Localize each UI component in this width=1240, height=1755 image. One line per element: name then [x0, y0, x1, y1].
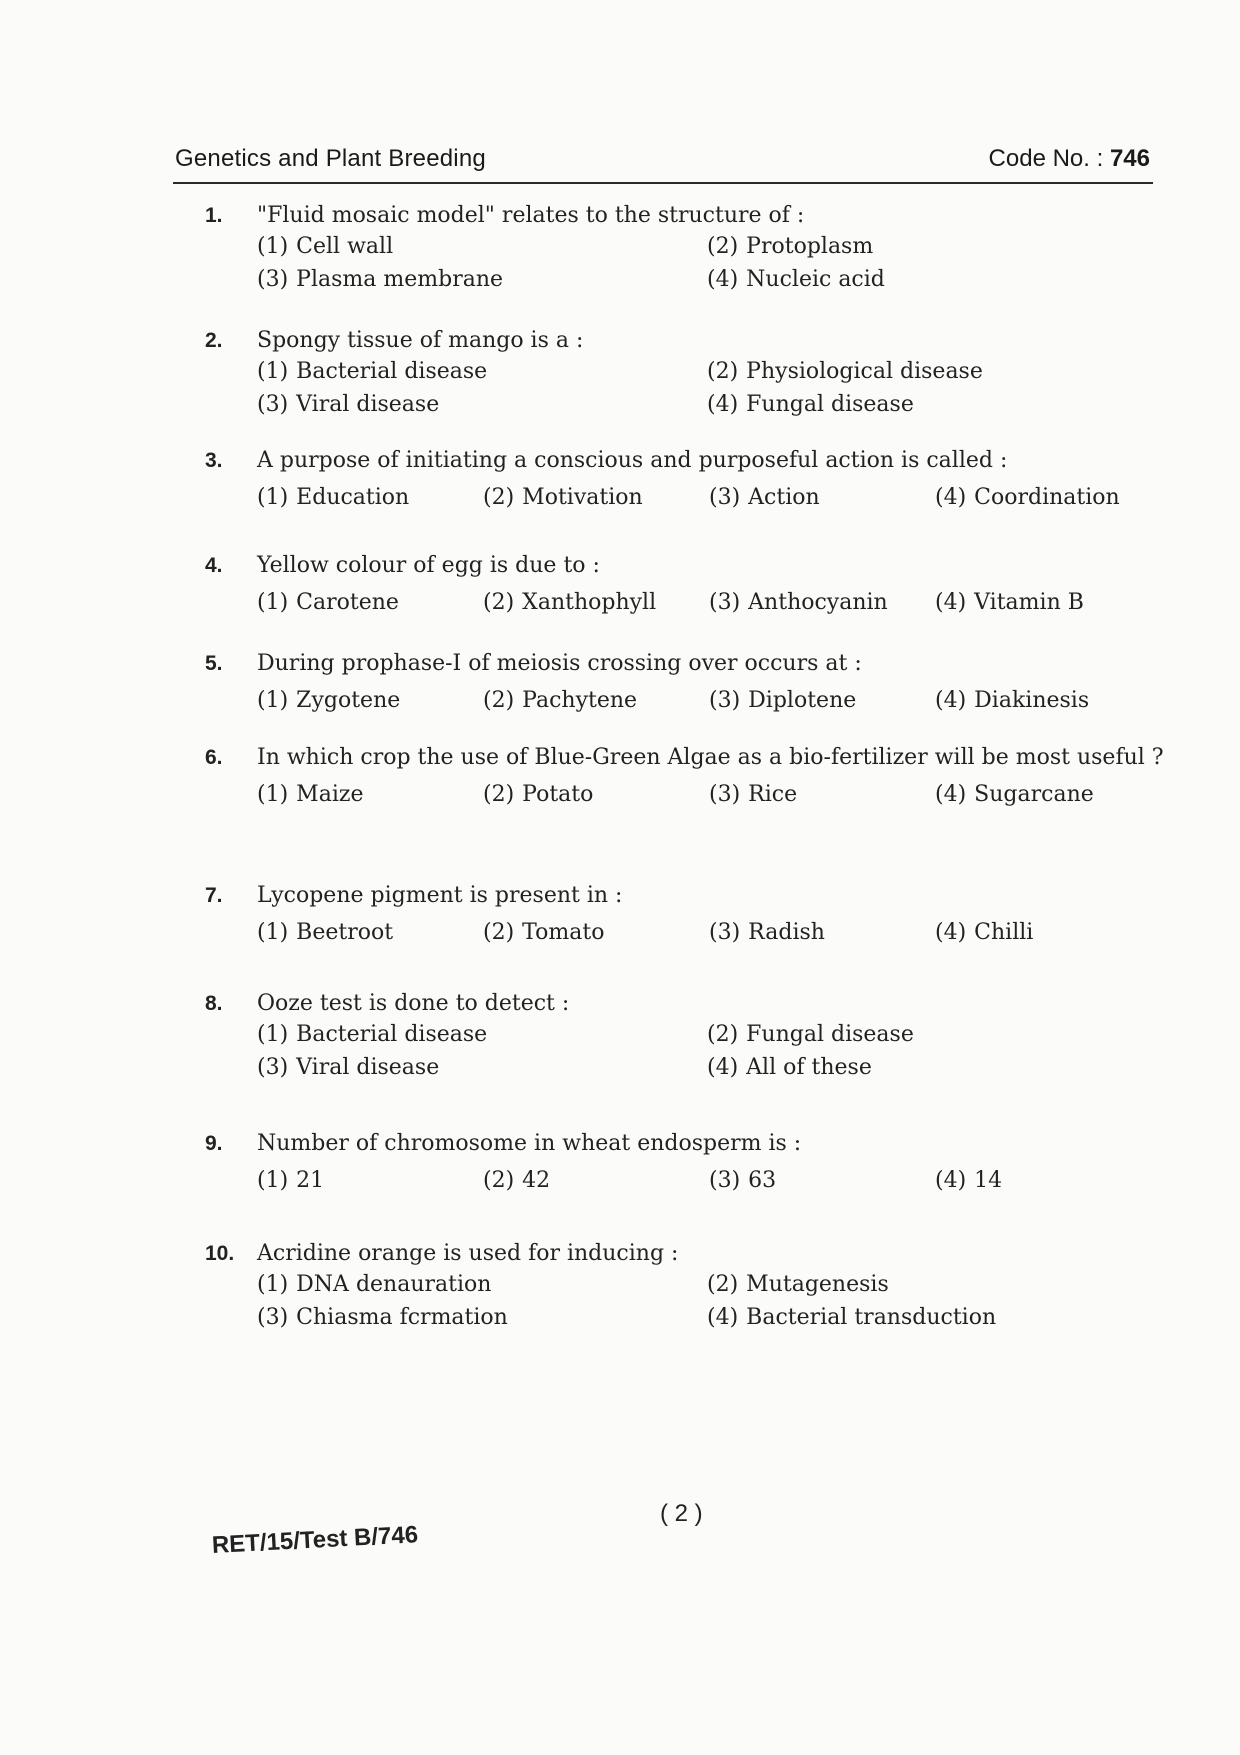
option-2	[483, 587, 709, 618]
question-8	[205, 988, 1165, 1083]
option-1	[257, 356, 707, 387]
option-number: (1)	[257, 1022, 289, 1047]
option-4	[935, 587, 1161, 618]
question-10	[205, 1238, 1165, 1333]
option-text: Zygotene	[296, 688, 401, 713]
question-stem	[205, 550, 1165, 581]
option-number: (4)	[707, 1305, 739, 1330]
option-3	[709, 1165, 935, 1196]
option-text: Coordination	[974, 485, 1120, 510]
header-rule	[173, 182, 1153, 184]
option-2	[707, 356, 1157, 387]
question-5	[205, 648, 1165, 716]
question-6	[205, 742, 1165, 810]
option-list	[257, 356, 1165, 420]
option-3	[257, 1302, 707, 1333]
question-text: Lycopene pigment is present in :	[257, 883, 623, 908]
option-1	[257, 1269, 707, 1300]
question-stem	[205, 1128, 1165, 1159]
question-number: 1.	[205, 204, 223, 227]
question-number: 4.	[205, 554, 223, 577]
option-number: (3)	[257, 392, 289, 417]
option-number: (2)	[483, 920, 515, 945]
option-number: (4)	[707, 267, 739, 292]
option-text: Beetroot	[296, 920, 394, 945]
option-number: (4)	[935, 485, 967, 510]
question-stem	[205, 880, 1165, 911]
option-number: (1)	[257, 590, 289, 615]
option-number: (3)	[257, 267, 289, 292]
option-text: Education	[296, 485, 410, 510]
option-number: (2)	[483, 688, 515, 713]
option-4	[707, 264, 1157, 295]
question-text: Acridine orange is used for inducing :	[257, 1241, 679, 1266]
option-number: (4)	[935, 590, 967, 615]
option-text: Xanthophyll	[522, 590, 657, 615]
code-number	[989, 145, 1150, 173]
option-3	[257, 264, 707, 295]
option-4	[935, 482, 1161, 513]
option-number: (3)	[709, 485, 741, 510]
option-number: (1)	[257, 234, 289, 259]
option-list	[257, 1269, 1165, 1333]
option-1	[257, 779, 483, 810]
option-2	[483, 917, 709, 948]
option-number: (3)	[709, 688, 741, 713]
page-number: ( 2 )	[660, 1500, 703, 1527]
option-2	[707, 1019, 1157, 1050]
option-number: (4)	[707, 1055, 739, 1080]
option-text: Sugarcane	[974, 782, 1094, 807]
question-number: 6.	[205, 746, 223, 769]
question-text: Yellow colour of egg is due to :	[257, 553, 600, 578]
option-text: Fungal disease	[746, 1022, 914, 1047]
question-stem	[205, 325, 1165, 356]
option-4	[707, 1052, 1157, 1083]
option-3	[709, 685, 935, 716]
option-4	[707, 389, 1157, 420]
option-number: (3)	[709, 1168, 741, 1193]
option-2	[483, 779, 709, 810]
question-number: 2.	[205, 329, 223, 352]
option-list	[257, 587, 1165, 618]
question-stem	[205, 1238, 1165, 1269]
option-number: (4)	[935, 782, 967, 807]
option-1	[257, 231, 707, 262]
question-number: 7.	[205, 884, 223, 907]
option-text: Radish	[748, 920, 825, 945]
question-stem	[205, 742, 1165, 773]
option-text: Fungal disease	[746, 392, 914, 417]
option-number: (2)	[707, 1272, 739, 1297]
option-number: (2)	[483, 782, 515, 807]
question-text: A purpose of initiating a conscious and purposeful action is called :	[257, 448, 1008, 473]
option-3	[257, 1052, 707, 1083]
option-number: (1)	[257, 782, 289, 807]
option-text: Rice	[748, 782, 798, 807]
option-1	[257, 1165, 483, 1196]
option-text: Physiological disease	[746, 359, 983, 384]
question-4	[205, 550, 1165, 618]
question-2	[205, 325, 1165, 420]
question-number: 10.	[205, 1242, 235, 1265]
option-number: (1)	[257, 688, 289, 713]
option-list	[257, 917, 1165, 948]
option-4	[707, 1302, 1157, 1333]
option-text: Carotene	[296, 590, 399, 615]
option-number: (1)	[257, 920, 289, 945]
option-text: 21	[296, 1168, 325, 1193]
option-2	[483, 685, 709, 716]
option-1	[257, 1019, 707, 1050]
option-number: (4)	[935, 688, 967, 713]
option-text: Viral disease	[296, 392, 440, 417]
option-text: Anthocyanin	[748, 590, 888, 615]
question-stem	[205, 988, 1165, 1019]
option-list	[257, 1019, 1165, 1083]
question-text: "Fluid mosaic model" relates to the structure of :	[257, 203, 805, 228]
option-number: (2)	[483, 1168, 515, 1193]
option-4	[935, 779, 1161, 810]
option-text: Chilli	[974, 920, 1034, 945]
option-2	[707, 1269, 1157, 1300]
option-list	[257, 1165, 1165, 1196]
option-text: Maize	[296, 782, 364, 807]
option-number: (4)	[707, 392, 739, 417]
option-number: (1)	[257, 1168, 289, 1193]
option-list	[257, 779, 1165, 810]
option-number: (4)	[935, 1168, 967, 1193]
option-3	[709, 779, 935, 810]
option-text: 14	[974, 1168, 1003, 1193]
option-number: (3)	[257, 1055, 289, 1080]
option-3	[709, 482, 935, 513]
page-header	[175, 145, 1150, 173]
option-text: Bacterial disease	[296, 359, 488, 384]
option-text: Motivation	[522, 485, 643, 510]
question-3	[205, 445, 1165, 513]
option-text: Cell wall	[296, 234, 394, 259]
option-3	[709, 587, 935, 618]
option-2	[707, 231, 1157, 262]
option-1	[257, 685, 483, 716]
code-value: 746	[1109, 145, 1150, 172]
footer-code: RET/15/Test B/746	[211, 1521, 419, 1559]
option-2	[483, 482, 709, 513]
question-number: 8.	[205, 992, 223, 1015]
option-2	[483, 1165, 709, 1196]
option-4	[935, 1165, 1161, 1196]
question-stem	[205, 648, 1165, 679]
option-text: Pachytene	[522, 688, 638, 713]
option-number: (1)	[257, 485, 289, 510]
option-4	[935, 685, 1161, 716]
option-text: Chiasma fcrmation	[296, 1305, 508, 1330]
option-3	[709, 917, 935, 948]
option-4	[935, 917, 1161, 948]
option-text: Diakinesis	[974, 688, 1090, 713]
option-1	[257, 587, 483, 618]
option-text: Tomato	[522, 920, 605, 945]
option-1	[257, 917, 483, 948]
option-number: (3)	[257, 1305, 289, 1330]
option-text: Mutagenesis	[746, 1272, 889, 1297]
option-text: DNA denauration	[296, 1272, 492, 1297]
question-text: In which crop the use of Blue-Green Algae as a bio-fertilizer will be most useful ?	[257, 745, 1164, 770]
question-text: Ooze test is done to detect :	[257, 991, 570, 1016]
option-number: (2)	[707, 1022, 739, 1047]
option-text: Bacterial transduction	[746, 1305, 997, 1330]
question-stem	[205, 200, 1165, 231]
option-number: (3)	[709, 782, 741, 807]
question-stem	[205, 445, 1165, 476]
question-number: 9.	[205, 1132, 223, 1155]
subject-title: Genetics and Plant Breeding	[175, 145, 486, 172]
option-list	[257, 482, 1165, 513]
option-number: (1)	[257, 1272, 289, 1297]
option-text: 63	[748, 1168, 777, 1193]
option-text: Potato	[522, 782, 594, 807]
option-number: (3)	[709, 590, 741, 615]
option-text: All of these	[746, 1055, 872, 1080]
option-number: (2)	[483, 590, 515, 615]
option-text: Diplotene	[748, 688, 857, 713]
option-text: Nucleic acid	[746, 267, 885, 292]
option-list	[257, 685, 1165, 716]
option-text: 42	[522, 1168, 551, 1193]
question-number: 5.	[205, 652, 223, 675]
option-number: (3)	[709, 920, 741, 945]
question-number: 3.	[205, 449, 223, 472]
option-3	[257, 389, 707, 420]
option-number: (2)	[483, 485, 515, 510]
option-text: Bacterial disease	[296, 1022, 488, 1047]
option-1	[257, 482, 483, 513]
question-text: Number of chromosome in wheat endosperm is :	[257, 1131, 802, 1156]
question-9	[205, 1128, 1165, 1196]
option-list	[257, 231, 1165, 295]
question-7	[205, 880, 1165, 948]
option-number: (2)	[707, 359, 739, 384]
question-1	[205, 200, 1165, 295]
option-number: (4)	[935, 920, 967, 945]
question-text: Spongy tissue of mango is a :	[257, 328, 584, 353]
question-text: During prophase-I of meiosis crossing over occurs at :	[257, 651, 862, 676]
option-text: Protoplasm	[746, 234, 874, 259]
option-text: Plasma membrane	[296, 267, 504, 292]
option-number: (2)	[707, 234, 739, 259]
option-text: Viral disease	[296, 1055, 440, 1080]
code-label: Code No. :	[988, 145, 1110, 172]
option-text: Vitamin B	[974, 590, 1084, 615]
option-number: (1)	[257, 359, 289, 384]
option-text: Action	[748, 485, 820, 510]
